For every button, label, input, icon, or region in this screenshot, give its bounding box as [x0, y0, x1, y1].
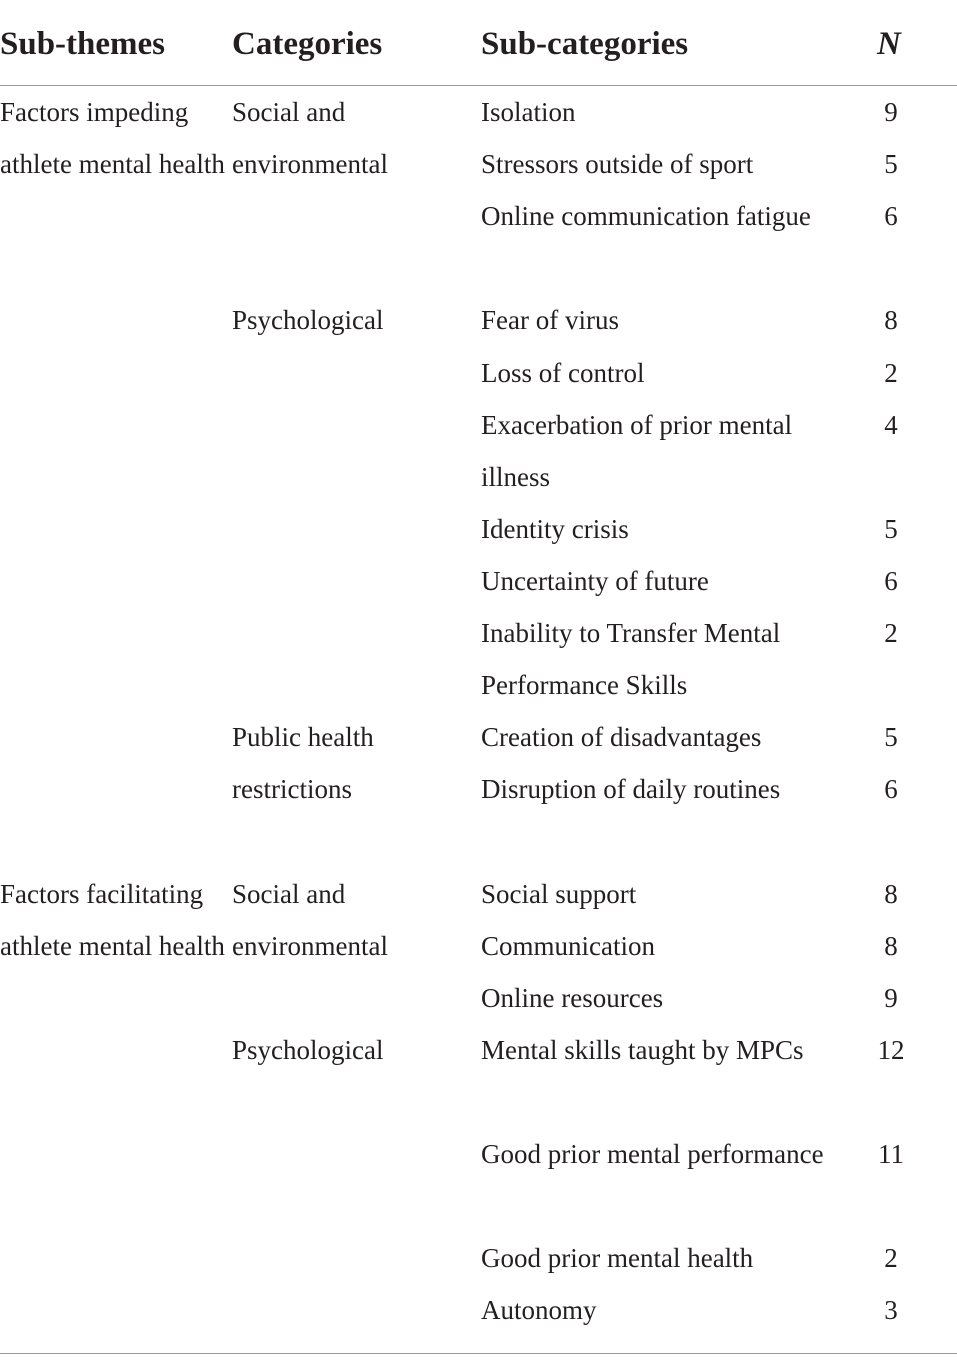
sub-category-cell: Fear of virus [481, 305, 619, 336]
category-cell: Social and environmental [232, 878, 388, 961]
n-cell: 9 [884, 982, 898, 1013]
category-cell: Psychological [232, 1034, 384, 1065]
n-cell: 6 [884, 565, 898, 596]
n-cell: 12 [877, 1034, 905, 1065]
category-cell: Social and environmental [232, 97, 388, 180]
sub-category-cell: Online communication fatigue [481, 201, 811, 232]
sub-category-cell: Good prior mental performance [481, 1139, 824, 1169]
sub-category-cell: Mental skills taught by MPCs [481, 1034, 804, 1065]
n-cell: 3 [884, 1295, 898, 1326]
n-cell: 6 [884, 774, 898, 805]
sub-category-cell: Online resources [481, 982, 664, 1013]
n-cell: 9 [884, 97, 898, 127]
sub-category-cell: Inability to Transfer Mental Performance Skills [481, 618, 781, 701]
sub-category-cell: Exacerbation of prior mental illness [481, 409, 793, 492]
sub-category-cell: Autonomy [481, 1295, 597, 1326]
sub-theme-cell: Factors facilitating athlete mental health [0, 878, 225, 961]
n-cell: 6 [884, 201, 898, 232]
n-cell: 2 [884, 618, 898, 648]
n-cell: 5 [884, 722, 898, 753]
n-cell: 5 [884, 149, 898, 180]
sub-category-cell: Identity crisis [481, 513, 629, 544]
n-cell: 2 [884, 357, 898, 388]
sub-category-cell: Stressors outside of sport [481, 149, 754, 180]
sub-category-cell: Social support [481, 878, 637, 909]
sub-category-cell: Isolation [481, 97, 576, 127]
category-cell: Public health restrictions [232, 722, 374, 805]
sub-category-cell: Good prior mental health [481, 1243, 754, 1274]
n-cell: 8 [884, 930, 898, 961]
sub-category-cell: Uncertainty of future [481, 565, 709, 596]
table-header [0, 0, 957, 86]
n-cell: 2 [884, 1243, 898, 1274]
sub-category-cell: Creation of disadvantages [481, 722, 762, 753]
category-cell: Psychological [232, 305, 384, 336]
sub-category-cell: Disruption of daily routines [481, 774, 781, 805]
header-n: N [877, 26, 901, 62]
n-cell: 8 [884, 878, 898, 909]
header-categories: Categories [232, 26, 383, 62]
header-sub-themes: Sub-themes [0, 26, 166, 62]
table-body [0, 86, 957, 1354]
n-cell: 5 [884, 513, 898, 544]
n-cell: 4 [884, 409, 898, 440]
sub-theme-cell: Factors impeding athlete mental health [0, 97, 225, 180]
header-sub-categories: Sub-categories [481, 26, 689, 62]
sub-category-cell: Communication [481, 930, 655, 961]
sub-category-cell: Loss of control [481, 357, 645, 388]
n-cell: 11 [878, 1139, 904, 1169]
n-cell: 8 [884, 305, 898, 336]
